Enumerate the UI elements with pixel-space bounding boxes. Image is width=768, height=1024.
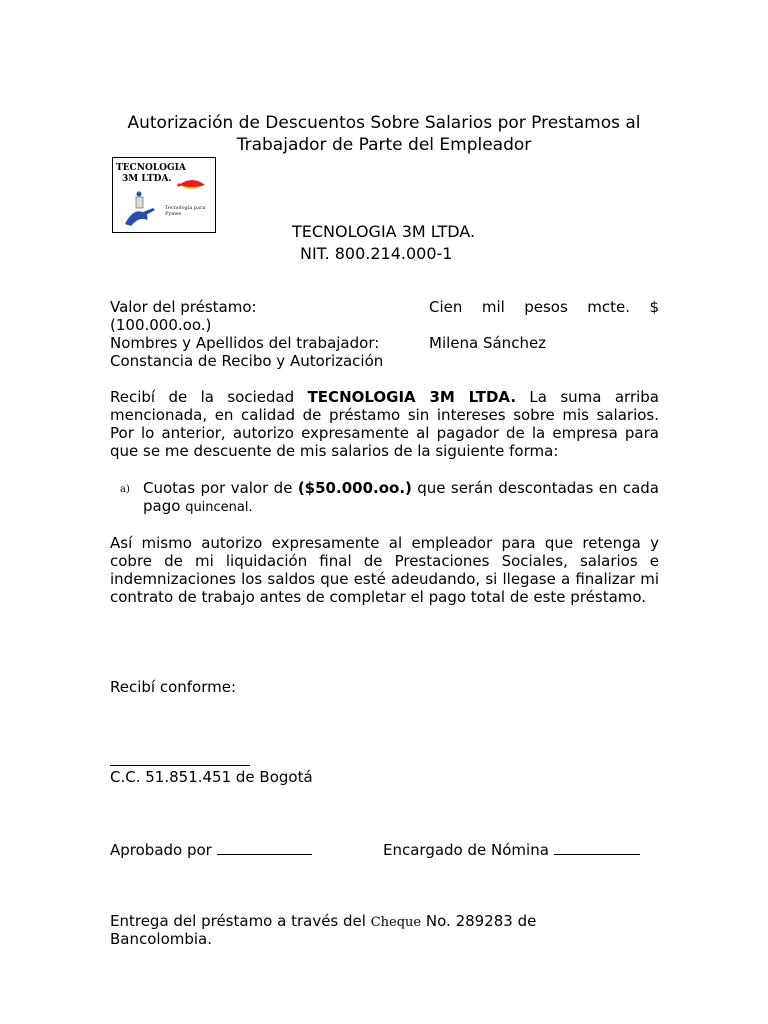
approved-by-blank xyxy=(217,853,312,855)
received-label: Recibí conforme: xyxy=(110,678,237,696)
delivery-line-1: Entrega del préstamo a través del Cheque No. 289283 de xyxy=(110,912,537,930)
worker-label: Nombres y Apellidos del trabajador: xyxy=(110,334,380,352)
payroll-blank xyxy=(554,853,640,855)
loan-value-amount: (100.000.oo.) xyxy=(110,316,212,334)
installment-amount: ($50.000.oo.) xyxy=(297,479,412,497)
signature-line xyxy=(110,765,250,766)
delivery-line-2: Bancolombia. xyxy=(110,930,213,948)
title-line-2: Trabajador de Parte del Empleador xyxy=(236,135,532,155)
company-nit: NIT. 800.214.000-1 xyxy=(300,244,453,263)
company-logo xyxy=(112,157,216,233)
logo-tagline: Tecnología para Pymes xyxy=(165,205,206,217)
logo-graphic-icon xyxy=(113,158,215,232)
paragraph-authorization: Así mismo autorizo expresamente al empleador para que retenga y cobre de mi liquidación final de Prestaciones Sociales, salarios e indemnizaciones los saldos que esté adeudando, si llegase a finalizar mi contrato de trabajo antes de completar el pago total de este préstamo. xyxy=(110,534,659,606)
bullet-marker: a) xyxy=(120,484,130,495)
paragraph-receipt: Recibí de la sociedad TECNOLOGIA 3M LTDA. La suma arriba mencionada, en calidad de préstamo sin intereses sobre mis salarios. Por lo anterior, autorizo expresamente al pagador de la empresa para que se me descuente de mis salarios de la siguiente forma: xyxy=(110,388,659,460)
id-number: C.C. 51.851.451 de Bogotá xyxy=(110,768,313,786)
approved-by: Aprobado por xyxy=(110,841,312,859)
loan-value-text: Cien mil pesos mcte. $ xyxy=(429,298,659,316)
company-name-bold: TECNOLOGIA 3M LTDA. xyxy=(307,388,517,406)
logo-text: TECNOLOGIA 3M LTDA. xyxy=(116,163,186,184)
cheque-word: Cheque xyxy=(370,915,422,930)
loan-value-label: Valor del préstamo: xyxy=(110,298,257,316)
company-name: TECNOLOGIA 3M LTDA. xyxy=(292,222,476,241)
title-line-1: Autorización de Descuentos Sobre Salarios por Prestamos al xyxy=(127,113,641,133)
receipt-label: Constancia de Recibo y Autorización xyxy=(110,352,384,370)
document-title xyxy=(100,112,668,156)
bullet-installment: Cuotas por valor de ($50.000.oo.) que serán descontadas en cada pago quincenal. xyxy=(143,479,659,515)
worker-name: Milena Sánchez xyxy=(429,334,547,352)
payroll-manager: Encargado de Nómina xyxy=(383,841,640,859)
